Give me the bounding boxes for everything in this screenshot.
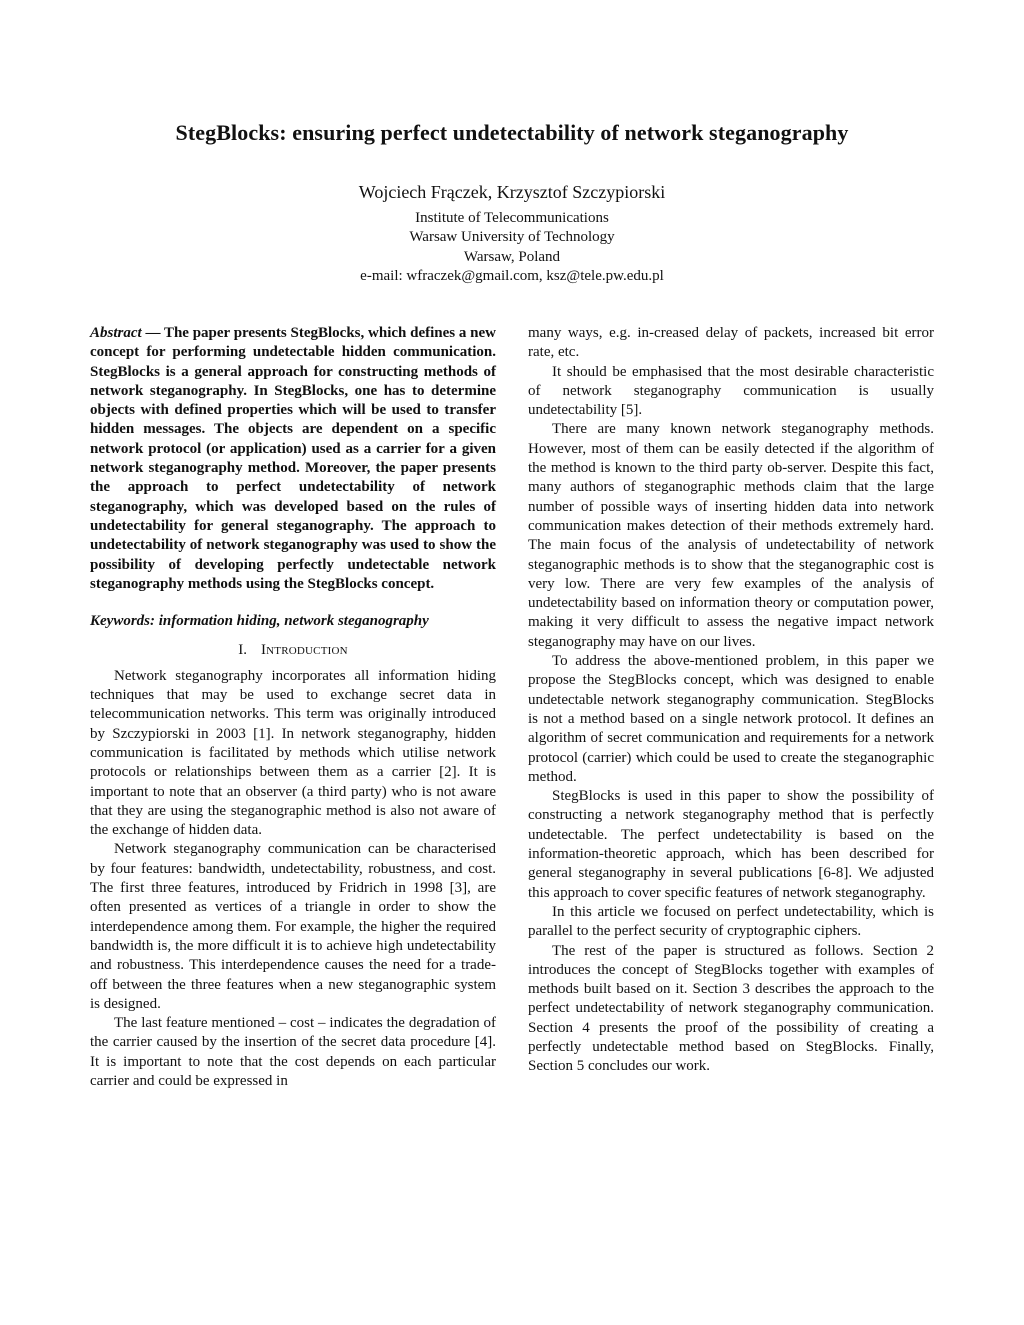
body-paragraph: Network steganography incorporates all information hiding techniques that may be used to exchange secret data in telecommunication networks. This term was originally introduced by Szczypiorski in 2003 [1]. In network steganography, hidden communication is facilitated by methods which utilise network protocols or relationships between them as a carrier [2]. It is important to note that an observer (a third party) who is not aware that they are using the steganographic method is also not aware of the exchange of hidden data.: [90, 667, 496, 839]
university-name: Warsaw University of Technology: [409, 229, 615, 246]
section-heading-introduction: [90, 641, 496, 660]
body-paragraph: StegBlocks is used in this paper to show the possibility of constructing a network steganography method that is perfectly undetectable. The perfect undetectability is based on the information-theoretic approach, which has been described for general steganography in several publications [6-8]. We adjusted this approach to cover specific features of network steganography.: [528, 788, 934, 901]
body-paragraph: many ways, e.g. in-creased delay of packets, increased bit error rate, etc.: [528, 325, 934, 361]
body-paragraph: Network steganography communication can be characterised by four features: bandwidth, undetectability, robustness, and cost. The first three features, introduced by Fridrich in 1998 [3], are often presented as vertices of a triangle in order to show the interdependence among them. For example, the higher the required bandwidth is, the more difficult it is to achieve high undetectability and robustness. This interdependence causes the need for a trade-off between the three features when a new steganographic system is designed.: [90, 841, 496, 1012]
author-names: Wojciech Frączek, Krzysztof Szczypiorski: [358, 182, 666, 202]
abstract-text: The paper presents StegBlocks, which defines a new concept for performing undetectable hidden communication. StegBlocks is a general approach for constructing methods of network steganography. In StegBlocks, one has to determine objects with defined properties which will be used to transfer hidden messages. The objects are dependent on a specific network protocol (or application) used as a carrier for a given network steganography method. Moreover, the paper presents the approach to perfect undetectability of network steganography, which was developed based on the rules of undetectability for general steganography. The approach to undetectability of network steganography was used to show the possibility of developing perfectly undetectable network steganography methods using the StegBlocks concept.: [90, 325, 496, 592]
email-line: e-mail: wfraczek@gmail.com, ksz@tele.pw.edu.pl: [360, 268, 664, 285]
left-column: [90, 324, 496, 1091]
institute-name: Institute of Telecommunications: [415, 210, 609, 226]
body-paragraph: It should be emphasised that the most desirable characteristic of network steganography communication is usually undetectability [5].: [528, 363, 934, 419]
body-paragraph: In this article we focused on perfect undetectability, which is parallel to the perfect security of cryptographic ciphers.: [528, 903, 934, 940]
abstract-dash: —: [141, 325, 164, 341]
affiliation-block: [0, 209, 1024, 287]
location: Warsaw, Poland: [463, 248, 561, 265]
paper-title: StegBlocks: ensuring perfect undetectability of network steganography: [175, 120, 849, 145]
abstract-paragraph: [90, 324, 496, 594]
body-paragraph: There are many known network steganography methods. However, most of them can be easily detected if the algorithm of the method is known to the third party ob-server. Despite this fact, many authors of steganographic methods claim that the large number of possible ways of inserting hidden data into network communication makes detection of their methods extremely hard. The main focus of the analysis of undetectability of network steganographic methods is to show that the steganographic cost is very low. There are very few examples of the analysis of undetectability based on information theory or computation power, making it very difficult to assess the negative impact network steganography may have on our lives.: [528, 421, 934, 650]
body-paragraph: To address the above-mentioned problem, in this paper we propose the StegBlocks concept, which was designed to enable undetectable network steganography communication. StegBlocks is not a method based on a single network protocol. It defines an algorithm of secret communication and requirements for a network protocol (carrier) which could be used to create the steganographic method.: [528, 653, 934, 785]
body-paragraph: The last feature mentioned – cost – indicates the degradation of the carrier caused by the insertion of the secret data procedure [4]. It is important to note that the cost depends on each particular carrier and could be expressed in: [90, 1015, 496, 1089]
body-paragraph: The rest of the paper is structured as follows. Section 2 introduces the concept of StegBlocks together with examples of methods built based on it. Section 3 describes the approach to the perfect undetectability of network steganography communication. Section 4 presents the proof of the possibility of creating a perfectly undetectable method based on StegBlocks. Finally, Section 5 concludes our work.: [528, 942, 934, 1075]
section-number: I.: [238, 642, 247, 659]
abstract-label: Abstract: [90, 325, 142, 341]
right-column: [528, 324, 934, 1077]
section-title: Introduction: [260, 642, 348, 659]
keywords: Keywords: information hiding, network steganography: [90, 613, 429, 630]
